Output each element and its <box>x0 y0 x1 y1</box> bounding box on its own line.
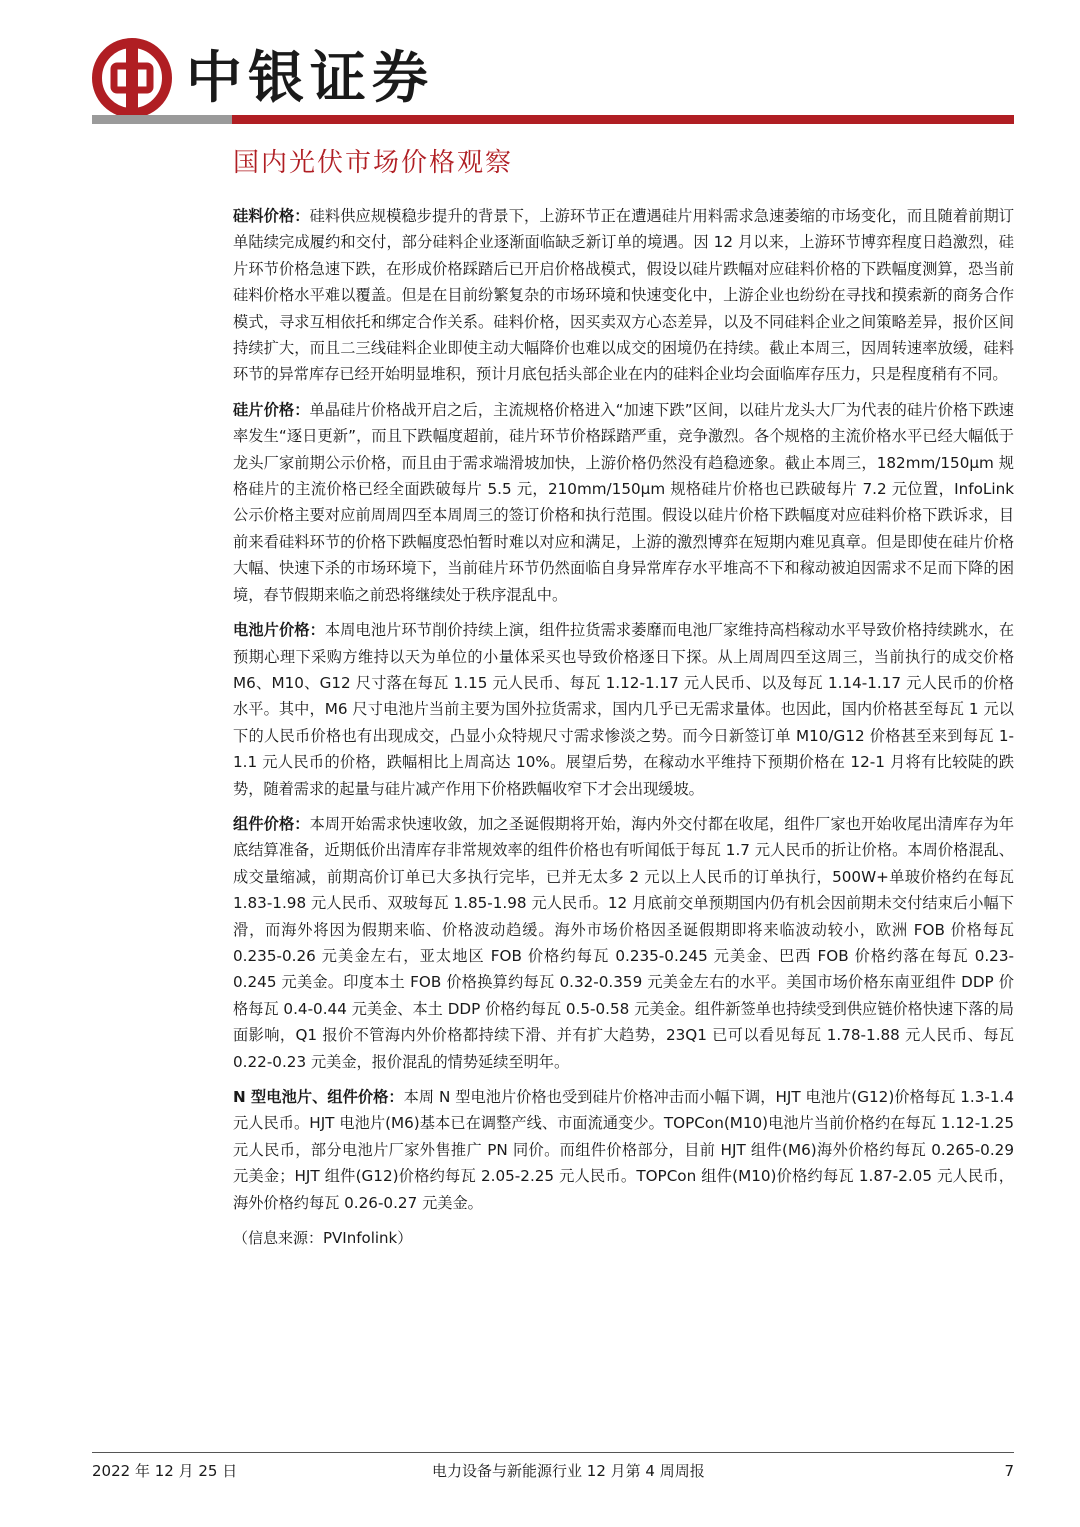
page-header <box>92 38 1014 118</box>
paragraph-label: N 型电池片、组件价格： <box>233 1088 404 1106</box>
bank-of-china-logo-icon <box>92 38 172 118</box>
paragraph-cell <box>233 617 1014 802</box>
footer-rule <box>92 1452 1014 1453</box>
paragraph-module <box>233 811 1014 1075</box>
paragraph-text: 单晶硅片价格战开启之后，主流规格价格进入“加速下跌”区间，以硅片龙头大厂为代表的硅片价格下跌速率发生“逐日更新”，而且下跌幅度超前，硅片环节价格踩踏严重，竞争激烈。各个规格的主流价格水平已经大幅低于龙头厂家前期公示价格，而且由于需求端滑坡加快，上游价格仍然没有趋稳迹象。截止本周三，182mm/150μm 规格硅片的主流价格已经全面跌破每片 5.5 元，210mm/150μm 规格硅片价格也已跌破每片 7.2 元位置，InfoLink 公示价格主要对应前周周四至本周周三的签订价格和执行范围。假设以硅片价格下跌幅度对应硅料价格下跌诉求，目前来看硅料环节的价格下跌幅度恐怕暂时难以对应和满足，上游的激烈博弈在短期内难见真章。但是即使在硅片价格大幅、快速下杀的市场环境下，当前硅片环节仍然面临自身异常库存水平堆高不下和稼动被迫因需求不足而下降的困境，春节假期来临之前恐将继续处于秩序混乱中。 <box>233 400 1014 604</box>
article-body <box>233 203 1014 1251</box>
footer-date: 2022 年 12 月 25 日 <box>92 1462 238 1480</box>
paragraph-label: 电池片价格： <box>233 621 325 640</box>
paragraph-label: 硅片价格： <box>233 400 310 419</box>
header-rule-gray <box>92 115 232 124</box>
paragraph-polysilicon <box>233 203 1014 388</box>
section-title: 国内光伏市场价格观察 <box>233 148 514 178</box>
brand-name: 中银证券 <box>186 45 434 111</box>
paragraph-label: 组件价格： <box>233 814 310 833</box>
paragraph-wafer <box>233 397 1014 608</box>
paragraph-text: 本周 N 型电池片价格也受到硅片价格冲击而小幅下调，HJT 电池片(G12)价格每瓦 1.3-1.4 元人民币。HJT 电池片(M6)基本已在调整产线、市面流通变少。TOPCon(M10)电池片当前价格约在每瓦 1.12-1.25 元人民币，部分电池片厂家外售推广 PN 同价。而组件价格部分，目前 HJT 组件(M6)海外价格约每瓦 0.265-0.29 元美金；HJT 组件(G12)价格约每瓦 2.05-2.25 元人民币。TOPCon 组件(M10)价格约每瓦 1.87-2.05 元人民币，海外价格约每瓦 0.26-0.27 元美金。 <box>233 1088 1014 1212</box>
info-source: （信息来源：PVInfolink） <box>233 1229 413 1248</box>
paragraph-text: 本周开始需求快速收敛，加之圣诞假期将开始，海内外交付都在收尾，组件厂家也开始收尾出清库存为年底结算准备，近期低价出清库存非常规效率的组件价格也有听闻低于每瓦 1.7 元人民币的折让价格。本周价格混乱、成交量缩减，前期高价订单已大多执行完毕，已并无太多 2 元以上人民币的订单执行，500W+单玻价格约在每瓦 1.83-1.98 元人民币、双玻每瓦 1.85-1.98 元人民币。12 月底前交单预期国内仍有机会因前期未交付结束后小幅下滑，而海外将因为假期来临、价格波动趋缓。海外市场价格因圣诞假期即将来临波动较小，欧洲 FOB 价格每瓦 0.235-0.26 元美金左右，亚太地区 FOB 价格约每瓦 0.235-0.245 元美金、巴西 FOB 价格约落在每瓦 0.23-0.245 元美金。印度本土 FOB 价格换算约每瓦 0.32-0.359 元美金左右的水平。美国市场价格东南亚组件 DDP 价格每瓦 0.4-0.44 元美金、本土 DDP 价格约每瓦 0.5-0.58 元美金。组件新签单也持续受到供应链价格快速下落的局面影响，Q1 报价不管海内外价格都持续下滑、并有扩大趋势，23Q1 已可以看见每瓦 1.78-1.88 元人民币、每瓦 0.22-0.23 元美金，报价混乱的情势延续至明年。 <box>233 814 1015 1071</box>
paragraph-text: 硅料供应规模稳步提升的背景下，上游环节正在遭遇硅片用料需求急速萎缩的市场变化，而且随着前期订单陆续完成履约和交付，部分硅料企业逐渐面临缺乏新订单的境遇。因 12 月以来，上游环节博弈程度日趋激烈，硅片环节价格急速下跌，在形成价格踩踏后已开启价格战模式，假设以硅片跌幅对应硅料价格的下跌幅度测算，恐当前硅料价格水平难以覆盖。但是在目前纷繁复杂的市场环境和快速变化中，上游企业也纷纷在寻找和摸索新的商务合作模式，寻求互相依托和绑定合作关系。硅料价格，因买卖双方心态差异，以及不同硅料企业之间策略差异，报价区间持续扩大，而且二三线硅料企业即使主动大幅降价也难以成交的困境仍在持续。截止本周三，因周转速率放缓，硅料环节的异常库存已经开始明显堆积，预计月底包括头部企业在内的硅料企业均会面临库存压力，只是程度稍有不同。 <box>233 207 1015 384</box>
paragraph-text: 本周电池片环节削价持续上演，组件拉货需求萎靡而电池厂家维持高档稼动水平导致价格持续跳水，在预期心理下采购方维持以天为单位的小量体采买也导致价格逐日下探。从上周周四至这周三，当前执行的成交价格 M6、M10、G12 尺寸落在每瓦 1.15 元人民币、每瓦 1.12-1.17 元人民币、以及每瓦 1.14-1.17 元人民币的价格水平。其中，M6 尺寸电池片当前主要为国外拉货需求，国内几乎已无需求量体。也因此，国内价格甚至每瓦 1 元以下的人民币价格也有出现成交，凸显小众特规尺寸需求惨淡之势。而今日新签订单 M10/G12 价格甚至来到每瓦 1-1.1 元人民币的价格，跌幅相比上周高达 10%。展望后势，在稼动水平维持下预期价格在 12-1 月将有比较陡的跌势，随着需求的起量与硅片减产作用下价格跌幅收窄下才会出现缓坡。 <box>233 621 1015 798</box>
header-rule-red <box>232 115 1014 124</box>
footer-report-title: 电力设备与新能源行业 12 月第 4 周周报 <box>432 1462 705 1480</box>
page-number: 7 <box>1004 1462 1014 1480</box>
paragraph-label: 硅料价格： <box>233 207 310 225</box>
paragraph-n-type <box>233 1084 1014 1216</box>
